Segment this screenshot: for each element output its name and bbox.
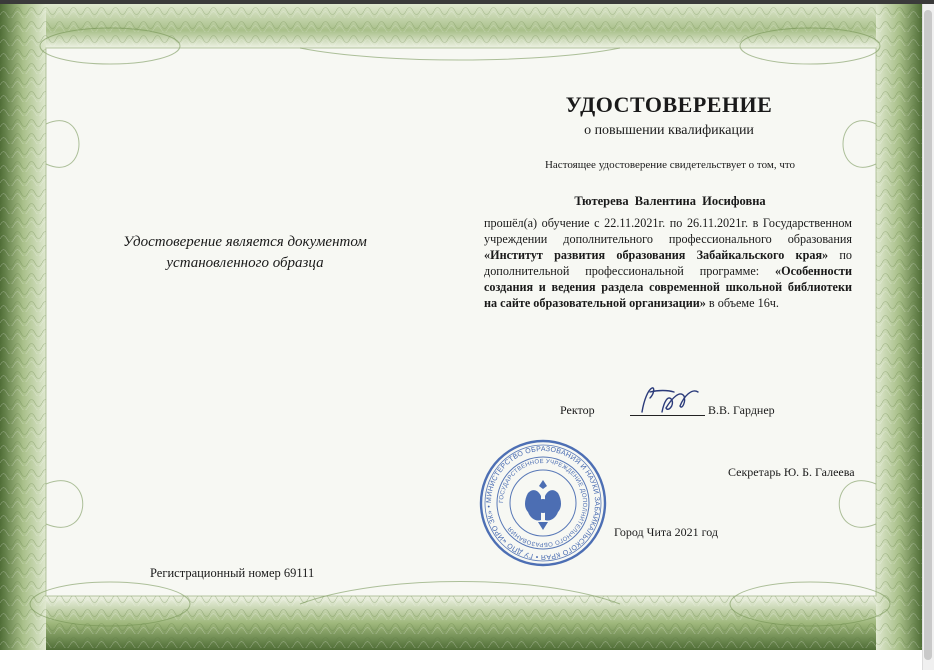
recipient-name: Тютерева Валентина Иосифовна [574, 194, 766, 208]
attest-line: Настоящее удостоверение свидетельствует о том, что [544, 159, 796, 171]
document-validity-note [95, 232, 395, 274]
city-year: Город Чита 2021 год [614, 525, 718, 539]
certificate-title: УДОСТОВЕРЕНИЕ [565, 92, 773, 117]
svg-text:МИНИСТЕРСТВО ОБРАЗОВАНИЯ И НАУ: МИНИСТЕРСТВО ОБРАЗОВАНИЯ И НАУКИ ЗАБАЙКАЛЬСКОГО КРАЯ • ГУ ДПО «ИРО ЗК» • [485, 445, 601, 561]
official-seal [478, 438, 608, 568]
body-part-3: в объеме 16ч. [705, 296, 779, 310]
body-part-2: по дополнительной профессиональной программе: [484, 248, 852, 278]
body-part-1: прошёл(а) обучение с 22.11.2021г. по 26.11.2021г. в Государственном учреждении дополнительного профессионального образования [484, 216, 852, 246]
svg-text:ГОСУДАРСТВЕННОЕ УЧРЕЖДЕНИЕ ДОП: ГОСУДАРСТВЕННОЕ УЧРЕЖДЕНИЕ ДОПОЛНИТЕЛЬНОГО ОБРАЗОВАНИЯ [498, 458, 588, 548]
page-bottom-margin [0, 650, 922, 670]
rector-label: Ректор [560, 403, 595, 417]
institution-name: «Институт развития образования Забайкальского края» [484, 248, 829, 262]
certificate-document [0, 4, 922, 650]
validity-note-line-1: Удостоверение является документом [123, 234, 367, 250]
rector-signature [628, 382, 708, 418]
scrollbar-thumb[interactable] [924, 10, 932, 660]
certificate-subtitle: о повышении квалификации [584, 123, 754, 138]
certificate-body [484, 215, 852, 311]
rector-name: В.В. Гарднер [708, 403, 775, 417]
program-name: «Особенности создания и ведения раздела современной школьной библиотеки на сайте образовательной организации» [484, 264, 852, 310]
validity-note-line-2: установленного образца [166, 255, 324, 271]
signature-line [630, 415, 705, 416]
secretary-line: Секретарь Ю. Б. Галеева [728, 465, 855, 479]
registration-number: Регистрационный номер 69111 [150, 566, 315, 580]
